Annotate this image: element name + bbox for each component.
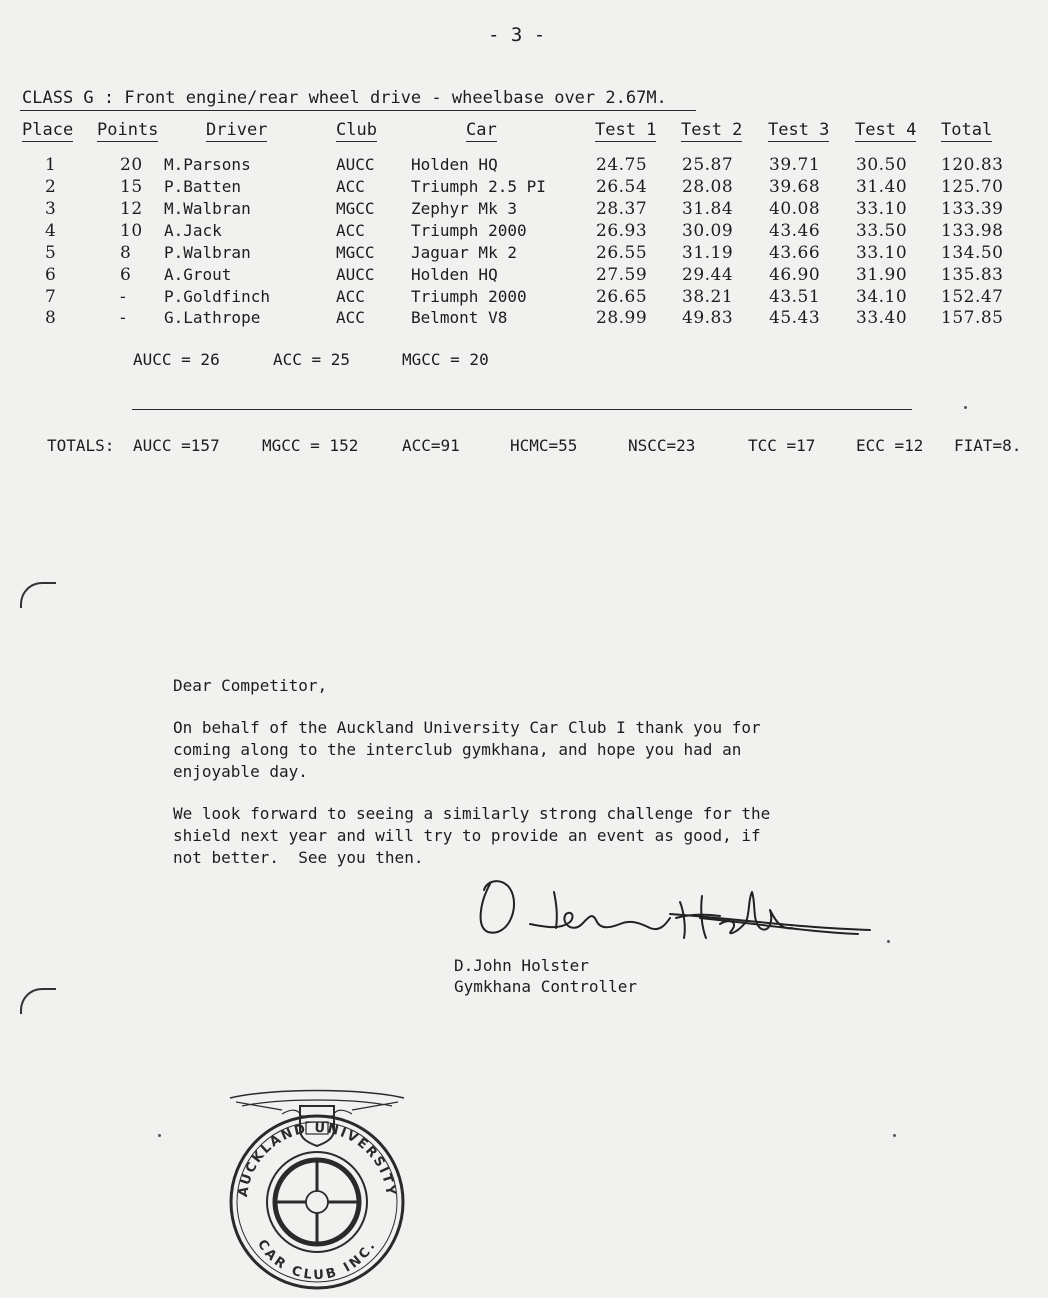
cell-points: - xyxy=(120,308,127,328)
cell-points: 10 xyxy=(120,221,143,241)
class-title: CLASS G : Front engine/rear wheel drive - wheelbase over 2.67M. xyxy=(22,88,667,108)
cell-driver: A.Grout xyxy=(164,265,232,284)
cell-test1: 26.65 xyxy=(596,287,648,307)
cell-test3: 40.08 xyxy=(769,199,821,219)
cell-test3: 46.90 xyxy=(769,265,821,285)
cell-points: 6 xyxy=(120,265,132,285)
cell-test4: 33.40 xyxy=(856,308,908,328)
club-summary-mgcc: MGCC = 20 xyxy=(402,350,489,369)
logo-text-top: AUCKLAND UNIVERSITY xyxy=(236,1120,398,1198)
cell-test4: 33.10 xyxy=(856,199,908,219)
cell-test2: 31.84 xyxy=(682,199,734,219)
cell-test2: 25.87 xyxy=(682,155,734,175)
cell-club: ACC xyxy=(336,287,365,306)
header-club: Club xyxy=(336,120,377,140)
cell-test2: 49.83 xyxy=(682,308,734,328)
cell-place: 7 xyxy=(45,287,57,307)
cell-test3: 45.43 xyxy=(769,308,821,328)
cell-test1: 26.55 xyxy=(596,243,648,263)
totals-label: TOTALS: xyxy=(47,436,115,455)
cell-test3: 43.51 xyxy=(769,287,821,307)
cell-total: 157.85 xyxy=(941,308,1004,328)
ink-speck xyxy=(964,406,967,409)
cell-test1: 28.99 xyxy=(596,308,648,328)
cell-test4: 31.40 xyxy=(856,177,908,197)
totals-acc: ACC=91 xyxy=(402,436,460,455)
section-divider xyxy=(132,409,912,410)
cell-test4: 34.10 xyxy=(856,287,908,307)
ink-speck xyxy=(893,1134,896,1137)
ink-speck xyxy=(887,940,890,943)
cell-car: Triumph 2000 xyxy=(411,221,527,240)
cell-test1: 28.37 xyxy=(596,199,648,219)
cell-driver: M.Walbran xyxy=(164,199,251,218)
cell-test1: 27.59 xyxy=(596,265,648,285)
cell-car: Jaguar Mk 2 xyxy=(411,243,517,262)
cell-test1: 26.93 xyxy=(596,221,648,241)
totals-ecc: ECC =12 xyxy=(856,436,924,455)
cell-total: 152.47 xyxy=(941,287,1004,307)
title-underline xyxy=(20,110,696,111)
cell-club: ACC xyxy=(336,177,365,196)
letter-salutation: Dear Competitor, xyxy=(173,676,328,695)
cell-driver: M.Parsons xyxy=(164,155,251,174)
cell-test4: 31.90 xyxy=(856,265,908,285)
cell-points: 15 xyxy=(120,177,143,197)
cell-place: 3 xyxy=(45,199,57,219)
cell-driver: P.Batten xyxy=(164,177,242,196)
ink-speck xyxy=(158,1134,161,1137)
cell-points: 20 xyxy=(120,155,143,175)
cell-test2: 30.09 xyxy=(682,221,734,241)
cell-test1: 24.75 xyxy=(596,155,648,175)
cell-place: 8 xyxy=(45,308,57,328)
cell-total: 120.83 xyxy=(941,155,1004,175)
cell-club: AUCC xyxy=(336,265,375,284)
cell-test2: 28.08 xyxy=(682,177,734,197)
cell-car: Triumph 2.5 PI xyxy=(411,177,546,196)
totals-aucc: AUCC =157 xyxy=(133,436,220,455)
header-driver: Driver xyxy=(206,120,268,140)
cell-car: Triumph 2000 xyxy=(411,287,527,306)
cell-club: ACC xyxy=(336,221,365,240)
logo-text-bottom: CAR CLUB INC. xyxy=(253,1237,380,1284)
cell-total: 135.83 xyxy=(941,265,1004,285)
totals-mgcc: MGCC = 152 xyxy=(262,436,359,455)
header-total: Total xyxy=(941,120,993,140)
cell-test4: 33.50 xyxy=(856,221,908,241)
cell-total: 133.98 xyxy=(941,221,1004,241)
page-number: - 3 - xyxy=(488,24,546,46)
cell-test4: 30.50 xyxy=(856,155,908,175)
cell-place: 1 xyxy=(45,155,57,175)
cell-points: 12 xyxy=(120,199,143,219)
cell-driver: A.Jack xyxy=(164,221,222,240)
cell-total: 134.50 xyxy=(941,243,1004,263)
cell-club: MGCC xyxy=(336,199,375,218)
totals-nscc: NSCC=23 xyxy=(628,436,696,455)
cell-total: 125.70 xyxy=(941,177,1004,197)
cell-points: - xyxy=(120,287,127,307)
cell-test3: 43.66 xyxy=(769,243,821,263)
letter-paragraph-2: We look forward to seeing a similarly strong challenge for the shield next year and will try to provide an event as good, if not better. See you then. xyxy=(173,804,771,867)
cell-total: 133.39 xyxy=(941,199,1004,219)
header-test2: Test 2 xyxy=(681,120,743,140)
header-car: Car xyxy=(466,120,497,140)
cell-place: 5 xyxy=(45,243,57,263)
club-logo-seal xyxy=(222,1084,412,1294)
handwritten-signature xyxy=(470,872,890,952)
cell-test4: 33.10 xyxy=(856,243,908,263)
header-test1: Test 1 xyxy=(595,120,657,140)
cell-car: Holden HQ xyxy=(411,155,498,174)
cell-place: 2 xyxy=(45,177,57,197)
signatory-name: D.John Holster xyxy=(454,956,589,975)
totals-fiat: FIAT=8. xyxy=(954,436,1022,455)
club-summary-aucc: AUCC = 26 xyxy=(133,350,220,369)
cell-car: Holden HQ xyxy=(411,265,498,284)
letter-paragraph-1: On behalf of the Auckland University Car Club I thank you for coming along to the interclub gymkhana, and hope you had an enjoyable day. xyxy=(173,718,761,781)
punch-hole-mark xyxy=(20,988,56,1014)
header-place: Place xyxy=(22,120,74,140)
cell-points: 8 xyxy=(120,243,132,263)
cell-test1: 26.54 xyxy=(596,177,648,197)
header-test4: Test 4 xyxy=(855,120,917,140)
cell-place: 4 xyxy=(45,221,57,241)
punch-hole-mark xyxy=(20,582,56,608)
cell-car: Belmont V8 xyxy=(411,308,508,327)
cell-club: MGCC xyxy=(336,243,375,262)
cell-test2: 29.44 xyxy=(682,265,734,285)
cell-driver: P.Goldfinch xyxy=(164,287,270,306)
cell-driver: P.Walbran xyxy=(164,243,251,262)
cell-test3: 39.68 xyxy=(769,177,821,197)
cell-club: AUCC xyxy=(336,155,375,174)
club-summary-acc: ACC = 25 xyxy=(273,350,351,369)
header-points: Points xyxy=(97,120,159,140)
cell-place: 6 xyxy=(45,265,57,285)
signatory-title: Gymkhana Controller xyxy=(454,977,638,996)
cell-club: ACC xyxy=(336,308,365,327)
cell-driver: G.Lathrope xyxy=(164,308,261,327)
cell-test3: 39.71 xyxy=(769,155,821,175)
cell-test3: 43.46 xyxy=(769,221,821,241)
cell-test2: 31.19 xyxy=(682,243,734,263)
cell-car: Zephyr Mk 3 xyxy=(411,199,517,218)
header-test3: Test 3 xyxy=(768,120,830,140)
totals-tcc: TCC =17 xyxy=(748,436,816,455)
totals-hcmc: HCMC=55 xyxy=(510,436,578,455)
cell-test2: 38.21 xyxy=(682,287,734,307)
